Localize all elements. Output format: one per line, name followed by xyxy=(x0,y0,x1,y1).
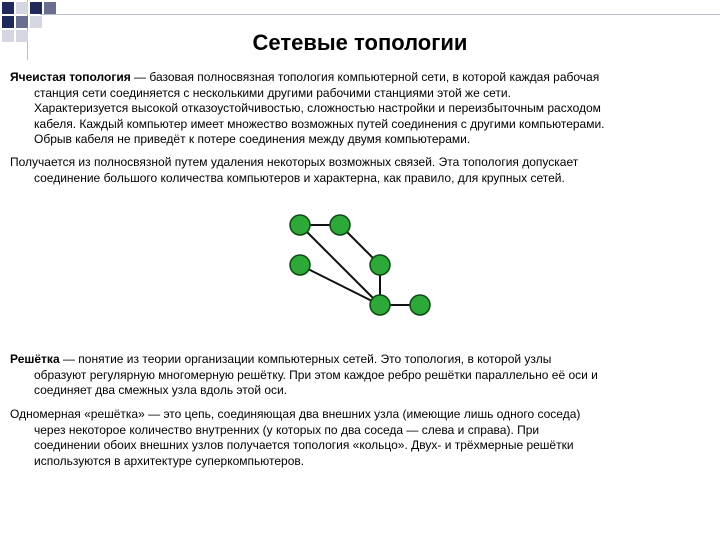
mesh-line: Характеризуется высокой отказоустойчивостью, сложностью настройки и переизбыточным расходом xyxy=(34,101,601,116)
onedim-line: соединении обоих внешних узлов получается топология «кольцо». Двух- и трёхмерные решётки xyxy=(34,438,574,453)
mesh-term: Ячеистая топология xyxy=(10,70,131,84)
derived-line: соединение большого количества компьютеров и характерна, как правило, для крупных сетей. xyxy=(34,170,565,185)
mesh-line: станция сети соединяется с несколькими другими рабочими станциями этой же сети. xyxy=(34,85,511,100)
grid-first-line xyxy=(10,352,551,366)
slide-title: Сетевые топологии xyxy=(252,30,468,55)
onedim-line: Одномерная «решётка» — это цепь, соединяющая два внешних узла (имеющие лишь одного соседа) xyxy=(10,407,581,421)
derived-paragraph xyxy=(10,155,710,186)
diagram-node xyxy=(370,255,390,275)
mesh-topology-paragraph xyxy=(10,70,710,148)
grid-line1-text: — понятие из теории организации компьютерных сетей. Это топология, в которой узлы xyxy=(59,352,552,366)
mesh-first-line xyxy=(10,70,599,84)
diagram-node xyxy=(290,215,310,235)
corner-square xyxy=(16,16,28,28)
corner-square xyxy=(30,16,42,28)
diagram-nodes xyxy=(290,215,430,315)
corner-square xyxy=(30,2,42,14)
corner-square xyxy=(44,2,56,14)
mesh-topology-diagram xyxy=(280,205,440,325)
diagram-node xyxy=(290,255,310,275)
mesh-line1-text: — базовая полносвязная топология компьютерной сети, в которой каждая рабочая xyxy=(130,70,600,84)
onedim-line: через некоторое количество внутренних (у которых по два соседа — слева и справа). При xyxy=(34,422,540,437)
grid-topology-paragraph xyxy=(10,352,710,399)
mesh-line: кабеля. Каждый компьютер имеет множество возможных путей соединения с другими компьютерами. xyxy=(34,116,605,131)
grid-line: соединяет два смежных узла вдоль этой оси. xyxy=(34,383,288,398)
diagram-node xyxy=(330,215,350,235)
diagram-edge xyxy=(300,265,380,305)
onedim-line: используются в архитектуре суперкомпьютеров. xyxy=(34,453,305,468)
mesh-line: Обрыв кабеля не приведёт к потере соединения между двумя компьютерами. xyxy=(34,132,471,147)
derived-line: Получается из полносвязной путем удаления некоторых возможных связей. Эта топология допускает xyxy=(10,155,579,169)
diagram-edge xyxy=(300,225,380,305)
one-dimensional-grid-paragraph xyxy=(10,407,710,469)
corner-square xyxy=(16,2,28,14)
diagram-node xyxy=(370,295,390,315)
diagram-edges xyxy=(300,225,420,305)
corner-square xyxy=(2,16,14,28)
diagram-node xyxy=(410,295,430,315)
grid-term: Решётка xyxy=(10,352,60,366)
grid-line: образуют регулярную многомерную решётку. При этом каждое ребро решётки параллельно её оси и xyxy=(34,367,598,382)
corner-square xyxy=(2,2,14,14)
